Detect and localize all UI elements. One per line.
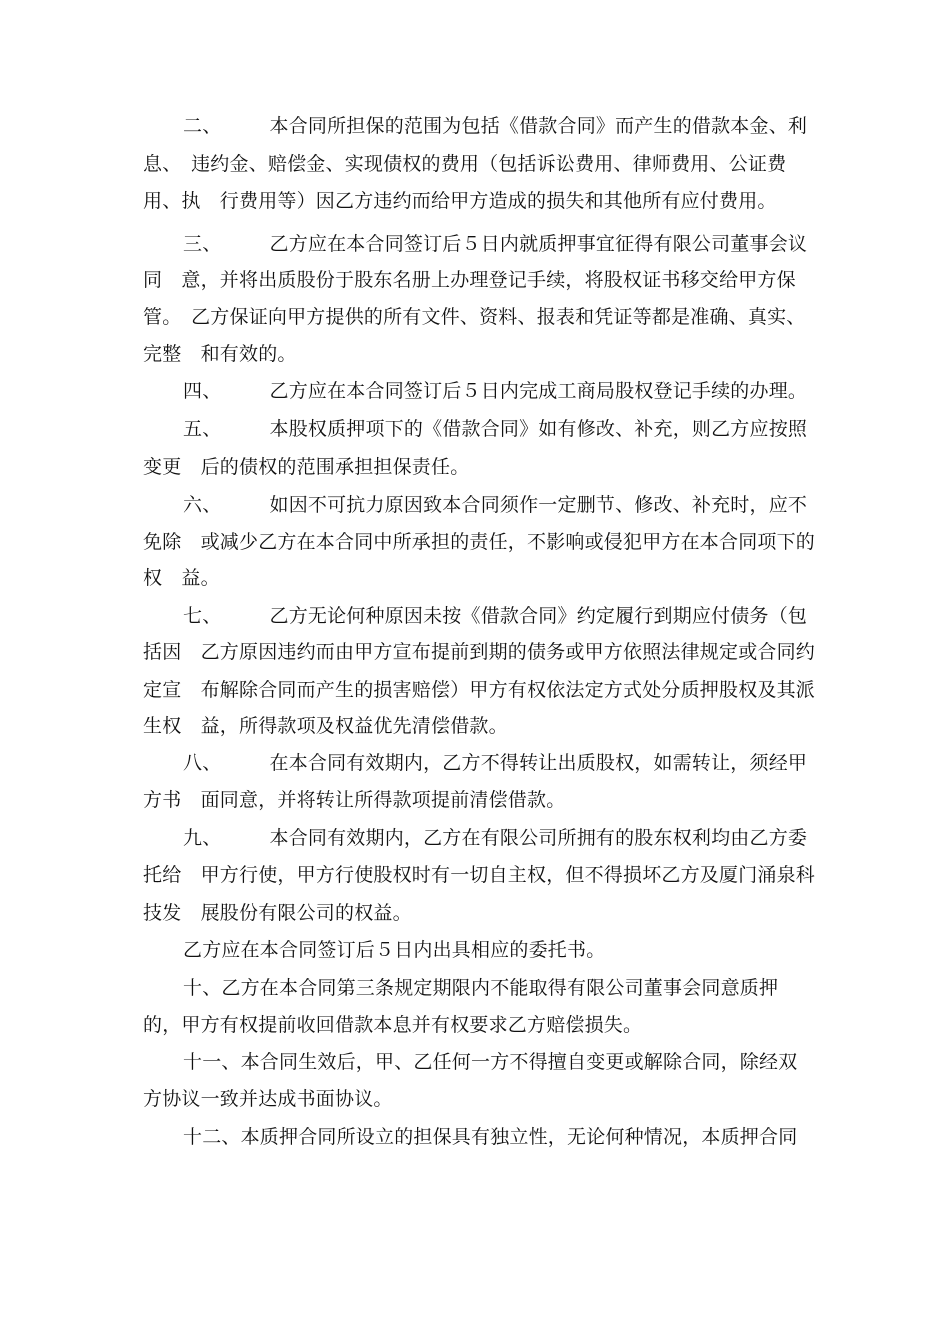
text-line: 技发 展股份有限公司的权益。 bbox=[143, 902, 412, 924]
text-line: 七、 乙方无论何种原因未按《借款合同》约定履行到期应付债务（包 bbox=[183, 605, 808, 627]
text-line: 四、 乙方应在本合同签订后５日内完成工商局股权登记手续的办理。 bbox=[183, 380, 808, 402]
text-line: 完整 和有效的。 bbox=[143, 343, 297, 365]
text-line: 十、乙方在本合同第三条规定期限内不能取得有限公司董事会同意质押 bbox=[183, 977, 779, 999]
text-line: 同 意，并将出质股份于股东名册上办理登记手续，将股权证书移交给甲方保 bbox=[143, 269, 796, 291]
text-line: 方协议一致并达成书面协议。 bbox=[143, 1088, 393, 1110]
text-line: 方书 面同意，并将转让所得款项提前清偿借款。 bbox=[143, 789, 566, 811]
text-line: 变更 后的债权的范围承担担保责任。 bbox=[143, 456, 470, 478]
text-line: 的，甲方有权提前收回借款本息并有权要求乙方赔偿损失。 bbox=[143, 1014, 643, 1036]
text-line: 十一、本合同生效后，甲、乙任何一方不得擅自变更或解除合同，除经双 bbox=[183, 1051, 798, 1073]
text-line: 权 益。 bbox=[143, 567, 220, 589]
text-line: 六、 如因不可抗力原因致本合同须作一定删节、修改、补充时，应不 bbox=[183, 494, 808, 516]
text-line: 乙方应在本合同签订后５日内出具相应的委托书。 bbox=[183, 939, 606, 961]
text-line: 九、 本合同有效期内，乙方在有限公司所拥有的股东权利均由乙方委 bbox=[183, 827, 808, 849]
text-line: 五、 本股权质押项下的《借款合同》如有修改、补充，则乙方应按照 bbox=[183, 418, 808, 440]
text-line: 息、 违约金、赔偿金、实现债权的费用（包括诉讼费用、律师费用、公证费 bbox=[143, 153, 787, 175]
text-line: 括因 乙方原因违约而由甲方宣布提前到期的债务或甲方依照法律规定或合同约 bbox=[143, 641, 816, 663]
text-line: 三、 乙方应在本合同签订后５日内就质押事宜征得有限公司董事会议 bbox=[183, 233, 808, 255]
text-line: 托给 甲方行使，甲方行使股权时有一切自主权，但不得损坏乙方及厦门涌泉科 bbox=[143, 864, 816, 886]
text-line: 管。 乙方保证向甲方提供的所有文件、资料、报表和凭证等都是准确、真实、 bbox=[143, 306, 806, 328]
text-line: 十二、本质押合同所设立的担保具有独立性，无论何种情况，本质押合同 bbox=[183, 1126, 798, 1148]
text-line: 定宣 布解除合同而产生的损害赔偿）甲方有权依法定方式处分质押股权及其派 bbox=[143, 679, 816, 701]
text-line: 八、 在本合同有效期内，乙方不得转让出质股权，如需转让，须经甲 bbox=[183, 752, 808, 774]
text-line: 用、执 行费用等）因乙方违约而给甲方造成的损失和其他所有应付费用。 bbox=[143, 190, 777, 212]
text-line: 二、 本合同所担保的范围为包括《借款合同》而产生的借款本金、利 bbox=[183, 115, 808, 137]
text-line: 生权 益，所得款项及权益优先清偿借款。 bbox=[143, 715, 508, 737]
text-line: 免除 或减少乙方在本合同中所承担的责任，不影响或侵犯甲方在本合同项下的 bbox=[143, 531, 816, 553]
